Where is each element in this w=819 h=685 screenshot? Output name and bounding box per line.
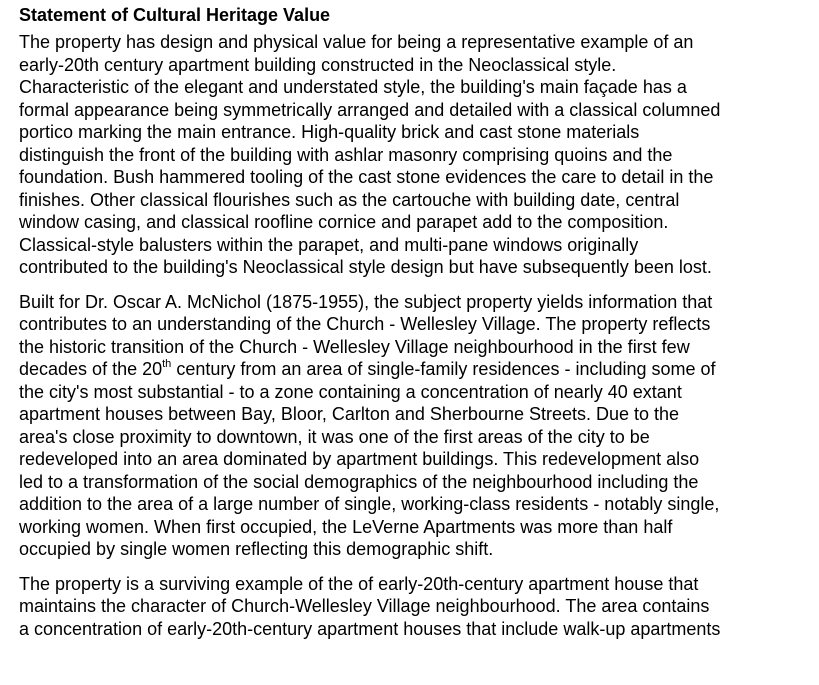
text-line: the historic transition of the Church - Wellesley Village neighbourhood in the first few xyxy=(19,336,690,357)
paragraph-gap xyxy=(19,279,819,291)
text-line: Built for Dr. Oscar A. McNichol (1875-1955), the subject property yields information that xyxy=(19,291,713,312)
text-line: portico marking the main entrance. High-quality brick and cast stone materials xyxy=(19,122,640,142)
text-line-with-superscript xyxy=(19,358,819,381)
text-line: Characteristic of the elegant and understated style, the building's main façade has a xyxy=(19,77,687,97)
text-line: contributed to the building's Neoclassical style design but have subsequently been lost. xyxy=(19,257,712,277)
text-fragment: decades of the 20 xyxy=(19,359,163,379)
section-heading: Statement of Cultural Heritage Value xyxy=(19,5,331,25)
document-body xyxy=(19,4,819,640)
text-line: working women. When first occupied, the LeVerne Apartments was more than half xyxy=(19,516,673,537)
paragraph-contextual-value xyxy=(19,573,819,641)
paragraph-design-value xyxy=(19,31,819,279)
text-line: led to a transformation of the social demographics of the neighbourhood including the xyxy=(19,471,699,492)
text-line: redeveloped into an area dominated by apartment buildings. This redevelopment also xyxy=(19,449,700,469)
text-line: window casing, and classical roofline cornice and parapet add to the composition. xyxy=(19,212,669,232)
text-line: early-20th century apartment building constructed in the Neoclassical style. xyxy=(19,54,617,75)
text-line: The property has design and physical value for being a representative example of an xyxy=(19,32,694,52)
text-line: foundation. Bush hammered tooling of the cast stone evidences the care to detail in the xyxy=(19,167,714,187)
text-line: area's close proximity to downtown, it was one of the first areas of the city to be xyxy=(19,426,650,447)
ordinal-superscript: th xyxy=(162,358,172,370)
text-line: finishes. Other classical flourishes such as the cartouche with building date, central xyxy=(19,189,680,210)
paragraph-historical-value xyxy=(19,291,819,561)
text-line: distinguish the front of the building with ashlar masonry comprising quoins and the xyxy=(19,144,673,165)
text-line: contributes to an understanding of the Church - Wellesley Village. The property reflects xyxy=(19,314,711,334)
text-line: formal appearance being symmetrically arranged and detailed with a classical columned xyxy=(19,99,721,120)
paragraph-gap xyxy=(19,561,819,573)
text-line: The property is a surviving example of the of early-20th-century apartment house that xyxy=(19,573,699,594)
text-line: the city's most substantial - to a zone containing a concentration of nearly 40 extant xyxy=(19,381,682,402)
text-line: addition to the area of a large number of single, working-class residents - notably single, xyxy=(19,494,720,514)
text-line: maintains the character of Church-Wellesley Village neighbourhood. The area contains xyxy=(19,596,710,616)
text-line: a concentration of early-20th-century apartment houses that include walk-up apartments xyxy=(19,618,721,639)
text-line: occupied by single women reflecting this demographic shift. xyxy=(19,539,494,559)
text-fragment: century from an area of single-family residences - including some of xyxy=(171,359,716,379)
text-line: Classical-style balusters within the parapet, and multi-pane windows originally xyxy=(19,234,639,255)
text-line: apartment houses between Bay, Bloor, Carlton and Sherbourne Streets. Due to the xyxy=(19,404,680,424)
